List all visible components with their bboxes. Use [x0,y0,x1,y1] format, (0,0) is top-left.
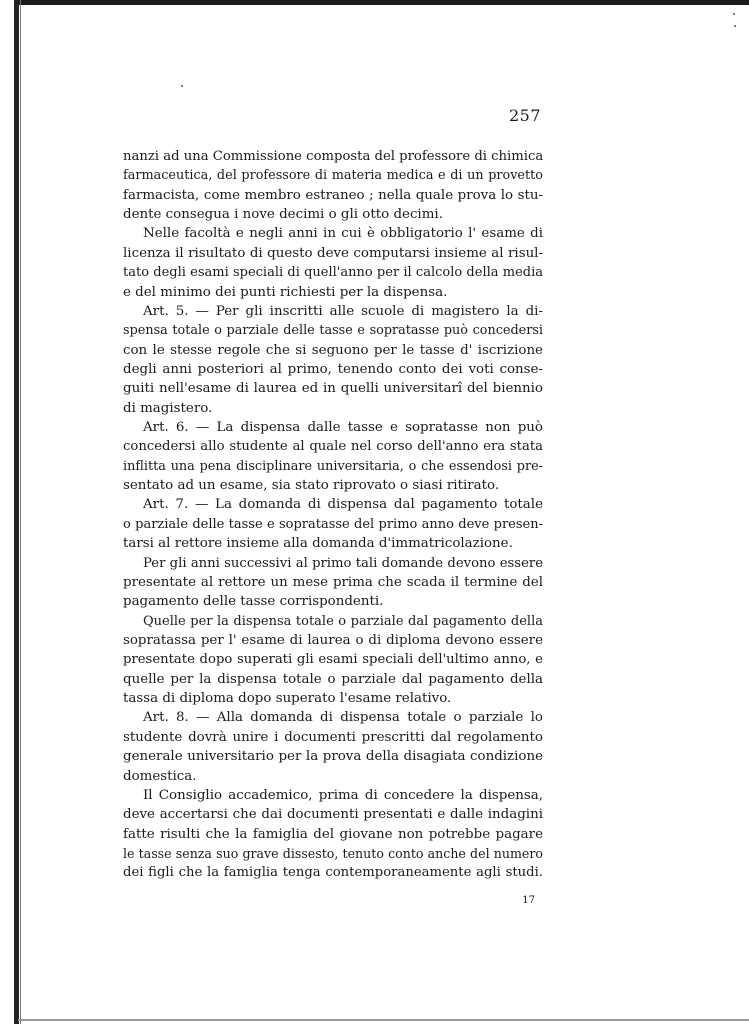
text-line: tarsi al rettore insieme alla domanda d'immatricolazione. [123,536,513,552]
paragraph-start: Per gli anni successivi al primo tali domande devono essere [143,555,543,571]
text-line: studente dovrà unire i documenti prescritti dal regolamento [123,729,543,745]
text-line: pagamento delle tasse corrispondenti. [123,594,384,610]
text-line: e del minimo dei punti richiesti per la dispensa. [123,284,448,300]
text-line: spensa totale o parziale delle tasse e sopratasse può concedersi [123,323,543,339]
article-8-heading: Art. 8. — Alla domanda di dispensa totale o parziale lo [143,710,543,726]
text-line: sentato ad un esame, sia stato riprovato o siasi ritirato. [123,478,500,494]
text-line: quelle per la dispensa totale o parziale dal pagamento della [123,671,543,687]
text-line: fatte risulti che la famiglia del giovane non potrebbe pagare [123,826,543,842]
text-line: di magistero. [123,400,213,416]
text-line: concedersi allo studente al quale nel corso dell'anno era stata [123,439,543,455]
article-7-heading: Art. 7. — La domanda di dispensa dal pagamento totale [143,497,543,513]
scan-border-left-inner [20,0,21,1024]
text-line: deve accertarsi che dai documenti presentati e dalle indagini [123,807,543,823]
text-line: farmacista, come membro estraneo ; nella quale prova lo stu- [123,187,543,203]
scan-speck [734,25,736,27]
text-line: licenza il risultato di questo deve computarsi insieme al risul- [123,245,543,261]
paragraph-start: Quelle per la dispensa totale o parziale dal pagamento della [143,613,543,629]
scan-border-top [18,0,749,5]
text-line: tassa di diploma dopo superato l'esame relativo. [123,691,452,707]
paragraph-start: Nelle facoltà e negli anni in cui è obbligatorio l' esame di [143,226,543,242]
text-line: le tasse senza suo grave dissesto, tenuto conto anche del numero [123,845,543,861]
article-6-heading: Art. 6. — La dispensa dalle tasse e sopratasse non può [143,420,543,436]
text-line: sopratassa per l' esame di laurea o di diploma devono essere [123,632,543,648]
text-line: farmaceutica, del professore di materia medica e di un provetto [123,168,543,184]
text-line: generale universitario per la prova della disagiata condizione [123,749,543,765]
text-line: con le stesse regole che si seguono per le tasse d' iscrizione [123,342,543,358]
text-line: presentate dopo superati gli esami speciali dell'ultimo anno, e [123,652,543,668]
text-line: nanzi ad una Commissione composta del professore di chimica [123,149,544,164]
page-number: 257 [508,106,541,125]
scan-speck [181,85,183,87]
text-line: inflitta una pena disciplinare universitaria, o che essendosi pre- [123,458,543,474]
signature-mark: 17 [522,895,535,906]
scan-border-left [14,0,19,1024]
text-line: degli anni posteriori al primo, tenendo conto dei voti conse- [123,361,543,377]
text-line: presentate al rettore un mese prima che scada il termine del [123,574,543,590]
scan-border-bottom [18,1019,749,1021]
text-line: domestica. [123,768,197,784]
text-line: dei figli che la famiglia tenga contemporaneamente agli studi. [123,865,543,881]
scan-speck [733,13,735,15]
text-line: dente consegua i nove decimi o gli otto decimi. [123,207,443,223]
text-line: guiti nell'esame di laurea ed in quelli universitarî del biennio [123,381,543,397]
text-line: o parziale delle tasse e sopratasse del primo anno deve presen- [123,516,543,532]
body-text [123,147,543,883]
text-line: tato degli esami speciali di quell'anno per il calcolo della media [123,265,543,281]
paragraph-start: Il Consiglio accademico, prima di concedere la dispensa, [143,787,543,803]
article-5-heading: Art. 5. — Per gli inscritti alle scuole di magistero la di- [143,303,543,319]
